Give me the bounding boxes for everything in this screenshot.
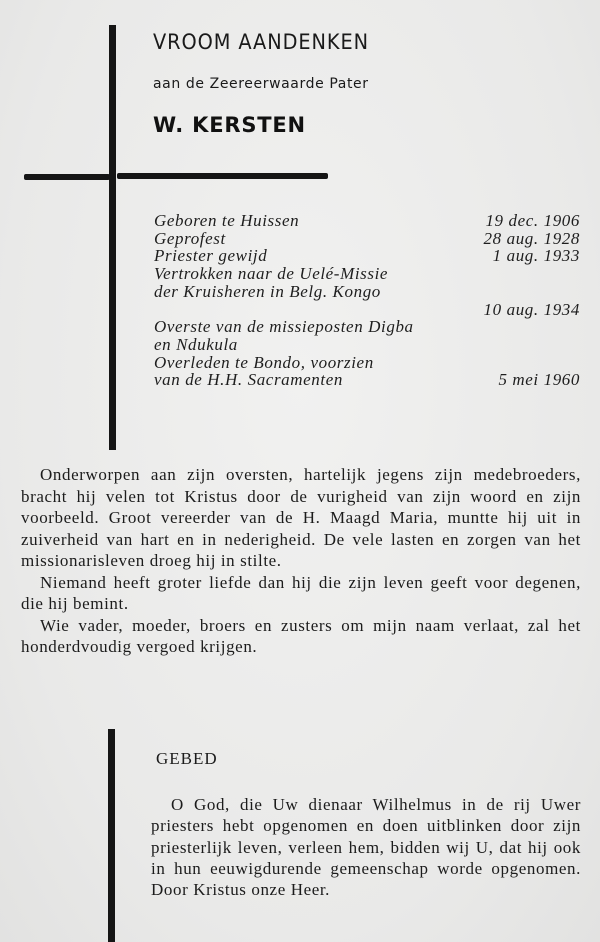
bio-row bbox=[154, 265, 580, 283]
bio-row bbox=[154, 212, 580, 230]
bio-event: Geboren te Huissen bbox=[154, 211, 300, 230]
bio-row bbox=[154, 301, 580, 319]
bio-row bbox=[154, 283, 580, 301]
bio-event: van de H.H. Sacramenten bbox=[154, 370, 343, 390]
bio-event: Overleden te Bondo, voorzien bbox=[154, 352, 374, 372]
prayer-text bbox=[151, 794, 581, 900]
bio-row bbox=[154, 318, 580, 336]
bio-row bbox=[154, 247, 580, 265]
card-title: VROOM AANDENKEN bbox=[153, 30, 369, 54]
bio-date: 1 aug. 1933 bbox=[492, 246, 580, 266]
bio-event: Geprofest bbox=[154, 228, 226, 248]
bio-event: Priester gewijd bbox=[154, 246, 268, 266]
prayer-paragraph: O God, die Uw dienaar Wilhelmus in de rij Uwer priesters hebt opgenomen en doen uitblinken door zijn priesterlijk leven, verleen hem, bidden wij U, dat hij ook in hun eeuwigdurende gemeenschap worde opgenomen. Door Kristus onze Heer. bbox=[151, 795, 581, 900]
bio-event: Overste van de missieposten Digba bbox=[154, 317, 414, 337]
card-subtitle: aan de Zeereerwaarde Pater bbox=[153, 76, 369, 92]
prayer-title: GEBED bbox=[156, 749, 218, 768]
bio-date: 19 dec. 1906 bbox=[485, 211, 580, 230]
bio-row bbox=[154, 354, 580, 372]
bio-date: 28 aug. 1928 bbox=[483, 228, 580, 248]
cross-horizontal-bar-left bbox=[24, 174, 110, 180]
biography-list bbox=[154, 212, 580, 389]
bio-event: en Ndukula bbox=[154, 334, 238, 354]
deceased-name: W. KERSTEN bbox=[153, 113, 306, 137]
prayer-side-bar bbox=[108, 729, 115, 942]
bio-date: 5 mei 1960 bbox=[498, 370, 580, 390]
eulogy-paragraph: Wie vader, moeder, broers en zusters om mijn naam verlaat, zal het honderdvoudig vergoed krijgen. bbox=[21, 615, 581, 656]
bio-event: Vertrokken naar de Uelé-Missie bbox=[154, 264, 389, 284]
bio-date: 10 aug. 1934 bbox=[483, 299, 580, 319]
eulogy-paragraph: Onderworpen aan zijn oversten, hartelijk jegens zijn medebroeders, bracht hij velen tot Kristus door de vurigheid van zijn woord en zijn voorbeeld. Groot vereerder van de H. Maagd Maria, muntte hij uit in zuiverheid van hart en in nederigheid. De vele lasten en zorgen van het missionarisleven droeg hij in stilte. bbox=[21, 465, 581, 570]
eulogy-text bbox=[21, 464, 581, 658]
bio-event: der Kruisheren in Belg. Kongo bbox=[154, 281, 381, 301]
cross-vertical-bar bbox=[109, 25, 116, 450]
bio-row bbox=[154, 230, 580, 248]
eulogy-paragraph: Niemand heeft groter liefde dan hij die zijn leven geeft voor degenen, die hij bemint. bbox=[21, 572, 581, 613]
bio-row bbox=[154, 336, 580, 354]
bio-row bbox=[154, 371, 580, 389]
cross-horizontal-bar-right bbox=[117, 173, 328, 179]
